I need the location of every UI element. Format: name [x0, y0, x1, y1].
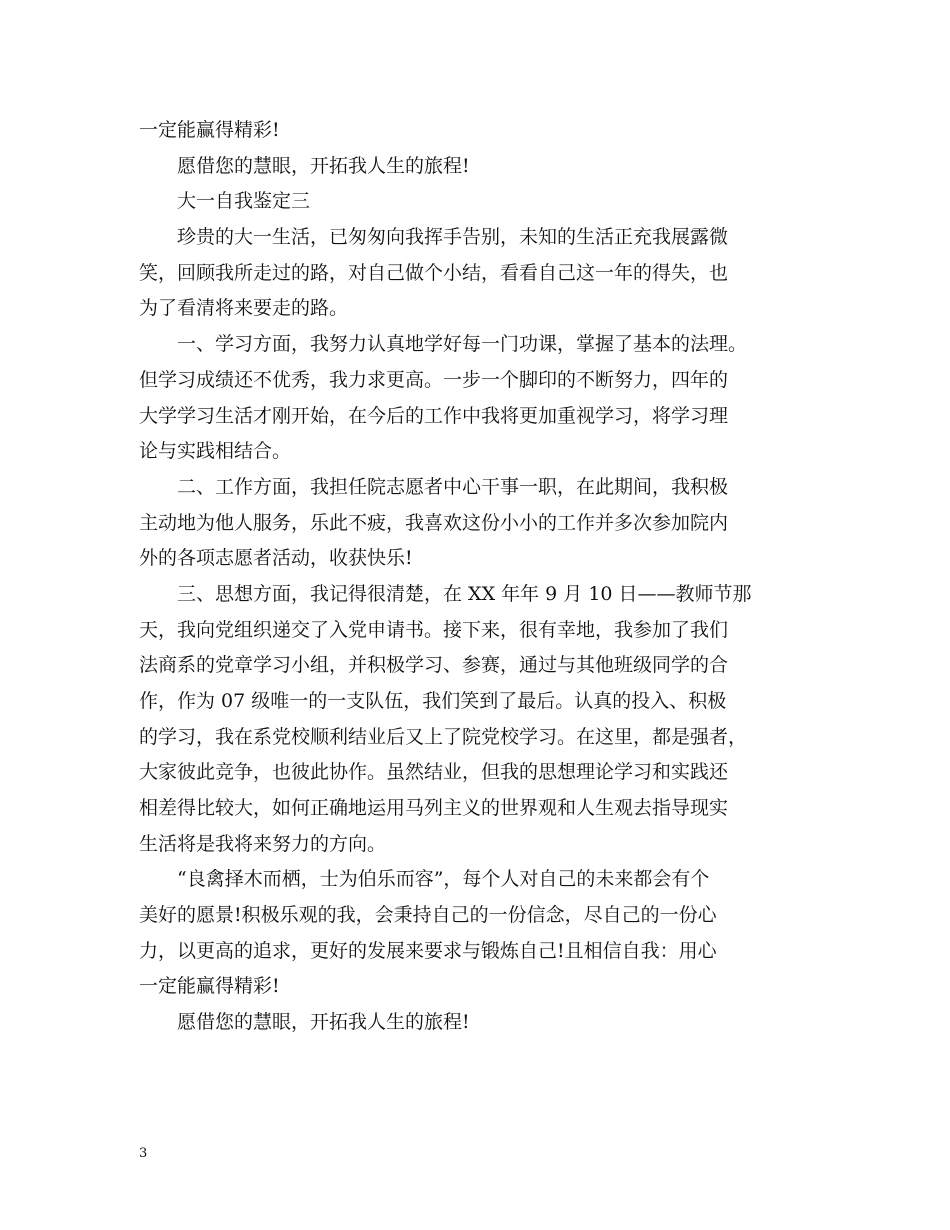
text-line: 一、学习方面，我努力认真地学好每一门功课，掌握了基本的法理。 [177, 333, 748, 355]
text-line: “良禽择木而栖，士为伯乐而容”，每个人对自己的未来都会有个 [177, 868, 710, 890]
text-line: 愿借您的慧眼，开拓我人生的旅程! [177, 155, 470, 177]
text-line: 但学习成绩还不优秀，我力求更高。一步一个脚印的不断努力，四年的 [139, 369, 729, 391]
text-line: 法商系的党章学习小组，并积极学习、参赛，通过与其他班级同学的合 [139, 654, 729, 676]
text-line: 主动地为他人服务，乐此不疲，我喜欢这份小小的工作并多次参加院内 [139, 512, 729, 534]
text-line: 珍贵的大一生活，已匆匆向我挥手告别，未知的生活正充我展露微 [177, 226, 729, 248]
text-line: 笑，回顾我所走过的路，对自己做个小结，看看自己这一年的得失，也 [139, 262, 729, 284]
text-line: 天，我向党组织递交了入党申请书。接下来，很有幸地，我参加了我们 [139, 619, 729, 641]
text-line: 力，以更高的追求，更好的发展来要求与锻炼自己!且相信自我：用心 [139, 940, 717, 962]
text-line: 美好的愿景!积极乐观的我，会秉持自己的一份信念，尽自己的一份心 [139, 904, 717, 926]
page-number: 3 [139, 1146, 148, 1161]
text-line: 为了看清将来要走的路。 [139, 297, 349, 319]
text-line: 大学学习生活才刚开始，在今后的工作中我将更加重视学习，将学习理 [139, 405, 729, 427]
text-line: 大家彼此竞争，也彼此协作。虽然结业，但我的思想理论学习和实践还 [139, 761, 729, 783]
text-line: 作，作为 07 级唯一的一支队伍，我们笑到了最后。认真的投入、积极 [139, 690, 727, 712]
text-line: 一定能赢得精彩! [139, 119, 280, 141]
text-line: 一定能赢得精彩! [139, 975, 280, 997]
text-line: 愿借您的慧眼，开拓我人生的旅程! [177, 1011, 470, 1033]
text-line: 外的各项志愿者活动，收获快乐! [139, 547, 413, 569]
text-line: 二、工作方面，我担任院志愿者中心干事一职，在此期间，我积极 [177, 476, 729, 498]
text-line: 论与实践相结合。 [139, 440, 292, 462]
text-line: 相差得比较大，如何正确地运用马列主义的世界观和人生观去指导现实 [139, 797, 729, 819]
section-heading: 大一自我鉴定三 [177, 190, 311, 212]
text-line: 三、思想方面，我记得很清楚，在 XX 年年 9 月 10 日——教师节那 [177, 583, 752, 605]
text-line: 的学习，我在系党校顺利结业后又上了院党校学习。在这里，都是强者， [139, 726, 748, 748]
text-line: 生活将是我将来努力的方向。 [139, 833, 387, 855]
